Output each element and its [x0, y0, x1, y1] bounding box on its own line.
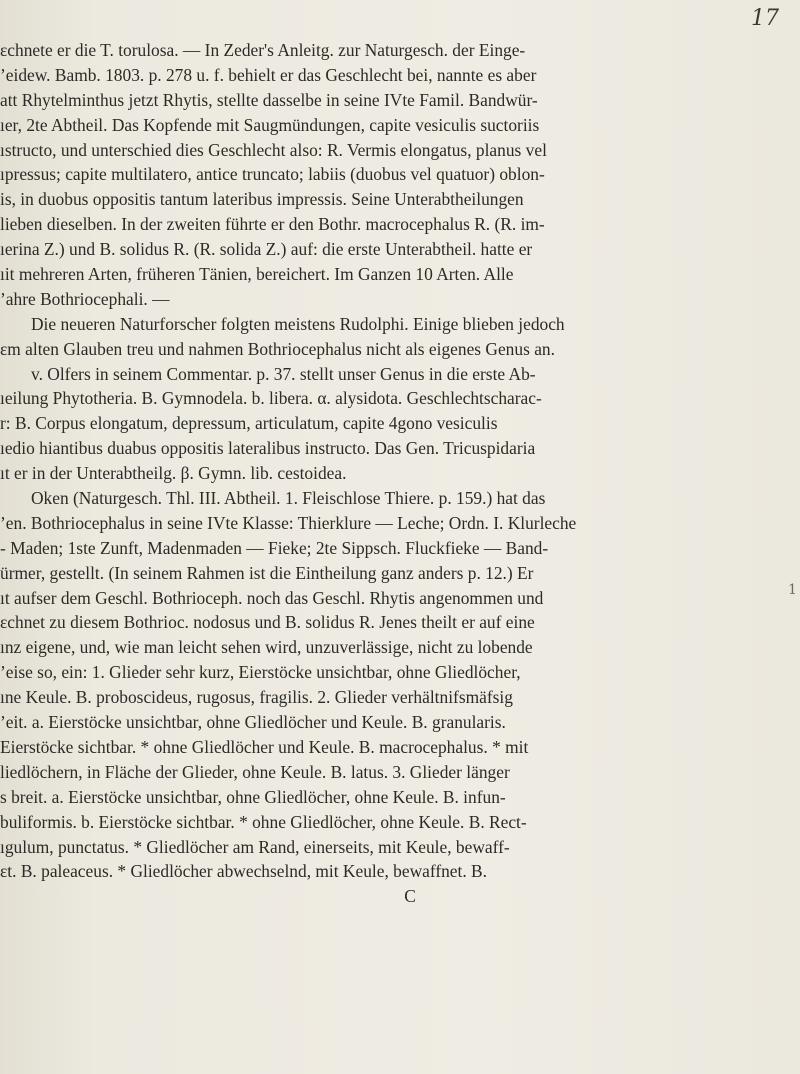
text-line: ıpressus; capite multilatero, antice truncato; labiis (duobus vel quatuor) oblon- — [0, 164, 545, 185]
margin-mark: 1 — [788, 582, 797, 598]
text-line: ʼen. Bothriocephalus in seine IVte Klasse: Thierklure — Leche; Ordn. I. Klurleche — [0, 512, 577, 533]
text-line: ɛt. B. paleaceus. * Gliedlöcher abwechselnd, mit Keule, bewaffnet. B. — [0, 861, 487, 882]
text-line: - Maden; 1ste Zunft, Madenmaden — Fieke; 2te Sippsch. Fluckfieke — Band- — [0, 537, 549, 558]
paragraph-start-line: Die neueren Naturforscher folgten meistens Rudolphi. Einige blieben jedoch — [31, 313, 565, 334]
signature-mark: C — [404, 886, 416, 907]
text-line: liedlöchern, in Fläche der Glieder, ohne Keule. B. latus. 3. Glieder länger — [0, 761, 510, 782]
text-line: buliformis. b. Eierstöcke sichtbar. * ohne Gliedlöcher, ohne Keule. B. Rect- — [0, 811, 527, 832]
text-line: ıeilung Phytotheria. B. Gymnodela. b. libera. α. alysidota. Geschlechtscharac- — [0, 388, 542, 409]
page-body — [0, 38, 800, 909]
text-line: ıedio hiantibus duabus oppositis lateralibus instructo. Das Gen. Tricuspidaria — [0, 438, 536, 459]
text-line: ɛchnet zu diesem Bothrioc. nodosus und B. solidus R. Jenes theilt er auf eine — [0, 612, 535, 633]
text-line: ɛm alten Glauben treu und nahmen Bothriocephalus nicht als eigenes Genus an. — [0, 338, 555, 359]
text-line: ıt er in der Unterabtheilg. β. Gymn. lib. cestoidea. — [0, 463, 347, 484]
text-line: ınz eigene, und, wie man leicht sehen wird, unzuverlässige, nicht zu lobende — [0, 637, 533, 658]
text-line: ʼeidew. Bamb. 1803. p. 278 u. f. behielt er das Geschlecht bei, nannte es aber — [0, 64, 537, 85]
text-line: r: B. Corpus elongatum, depressum, articulatum, capite 4gono vesiculis — [0, 413, 498, 434]
page-number: 17 — [751, 6, 779, 31]
text-line: ıit mehreren Arten, früheren Tänien, bereichert. Im Ganzen 10 Arten. Alle — [0, 264, 514, 285]
text-line: ıt aufser dem Geschl. Bothrioceph. noch das Geschl. Rhytis angenommen und — [0, 587, 544, 608]
text-line: ɛchnete er die T. torulosa. — In Zeder's Anleitg. zur Naturgesch. der Einge- — [0, 40, 526, 60]
text-line: att Rhytelminthus jetzt Rhytis, stellte dasselbe in seine IVte Famil. Bandwür- — [0, 89, 538, 110]
text-line: Eierstöcke sichtbar. * ohne Gliedlöcher und Keule. B. macrocephalus. * mit — [0, 736, 529, 757]
text-line: ürmer, gestellt. (In seinem Rahmen ist die Eintheilung ganz anders p. 12.) Er — [0, 562, 534, 583]
text-line: ıne Keule. B. proboscideus, rugosus, fragilis. 2. Glieder verhältnifsmäfsig — [0, 687, 513, 708]
text-line: ıerina Z.) und B. solidus R. (R. solida Z.) auf: die erste Unterabtheil. hatte er — [0, 239, 533, 260]
text-line: ıgulum, punctatus. * Gliedlöcher am Rand, einerseits, mit Keule, bewaff- — [0, 836, 510, 857]
text-line: lieben dieselben. In der zweiten führte er den Bothr. macrocephalus R. (R. im- — [0, 214, 545, 235]
text-line: is, in duobus oppositis tantum lateribus impressis. Seine Unterabtheilungen — [0, 189, 524, 210]
text-line: ʼahre Bothriocephali. — — [0, 288, 170, 309]
text-line: ıstructo, und unterschied dies Geschlecht also: R. Vermis elongatus, planus vel — [0, 139, 547, 160]
text-line: ıer, 2te Abtheil. Das Kopfende mit Saugmündungen, capite vesiculis suctoriis — [0, 114, 540, 135]
text-line: ʼeise so, ein: 1. Glieder sehr kurz, Eierstöcke unsichtbar, ohne Gliedlöcher, — [0, 662, 521, 683]
paragraph-start-line: Oken (Naturgesch. Thl. III. Abtheil. 1. Fleischlose Thiere. p. 159.) hat das — [31, 488, 546, 509]
text-line: ʼeit. a. Eierstöcke unsichtbar, ohne Gliedlöcher und Keule. B. granularis. — [0, 712, 506, 733]
text-line: v. Olfers in seinem Commentar. p. 37. stellt unser Genus in die erste Ab- — [31, 363, 536, 384]
text-line: s breit. a. Eierstöcke unsichtbar, ohne Gliedlöcher, ohne Keule. B. infun- — [0, 786, 506, 807]
